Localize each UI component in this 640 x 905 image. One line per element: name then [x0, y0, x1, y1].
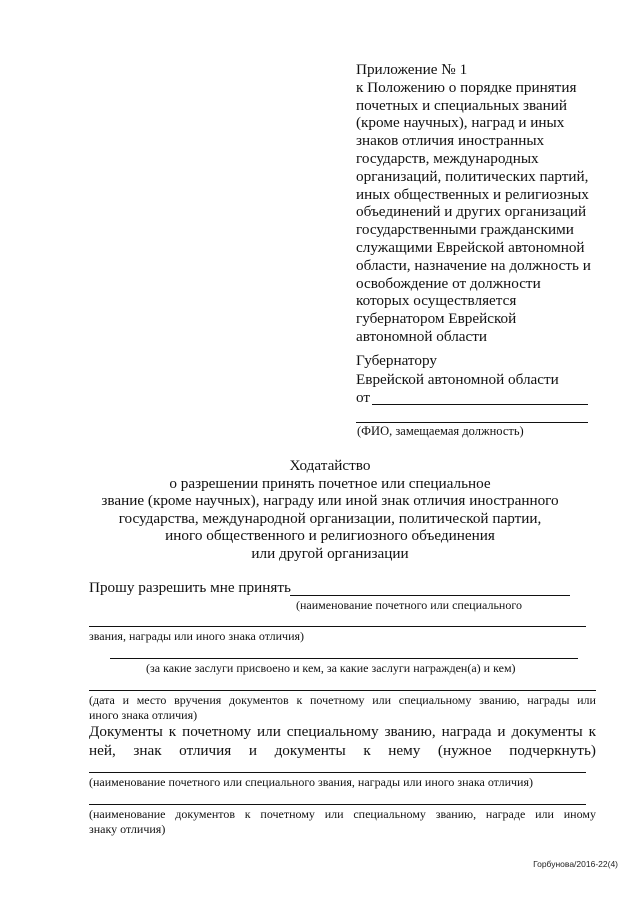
petition-subtitle-line: звание (кроме научных), награду или иной знак отличия иностранного [101, 492, 559, 510]
fio-caption: (ФИО, замещаемая должность) [357, 424, 524, 438]
appendix-line: области, назначение на должность и [356, 256, 591, 274]
appendix-line: знаков отличия иностранных [356, 132, 545, 150]
appendix-line: автономной области [356, 327, 488, 345]
award-full-name-field[interactable] [89, 772, 586, 773]
petition-subtitle-line: или другой организации [251, 544, 409, 562]
appendix-line: губернатором Еврейской [356, 310, 517, 328]
award-name-field[interactable] [290, 595, 570, 596]
date-place-caption [89, 693, 596, 723]
date-place-caption-line-2: иного знака отличия) [89, 708, 198, 722]
appendix-line: (кроме научных), наград и иных [356, 114, 565, 132]
documents-name-caption-line-1: (наименование документов к почетному или специальному званию, награде или иному [89, 807, 596, 821]
petition-subtitle-line: о разрешении принять почетное или специальное [169, 474, 491, 492]
documents-name-caption-line-2: знаку отличия) [89, 822, 166, 836]
merits-field[interactable] [110, 658, 578, 659]
merits-caption: (за какие заслуги присвоено и кем, за какие заслуги награжден(а) и кем) [146, 661, 516, 675]
appendix-line: иных общественных и религиозных [356, 185, 589, 203]
award-name-caption-2: звания, награды или иного знака отличия) [89, 629, 305, 643]
date-place-field[interactable] [89, 690, 596, 691]
appendix-line: организаций, политических партий, [356, 167, 589, 185]
appendix-line: государств, международных [356, 149, 539, 167]
appendix-line: почетных и специальных званий [356, 96, 568, 114]
documents-name-field[interactable] [89, 804, 586, 805]
appendix-line: объединений и других организаций [356, 203, 587, 221]
from-field-line-2[interactable] [356, 422, 588, 423]
request-label: Прошу разрешить мне принять [89, 579, 291, 596]
petition-heading [60, 457, 600, 563]
petition-title: Ходатайство [289, 457, 371, 474]
award-full-name-caption: (наименование почетного или специального звания, награды или иного знака отличия) [89, 775, 533, 789]
appendix-line: государственными гражданскими [356, 221, 574, 239]
from-label: от [356, 389, 371, 406]
award-name-field-2[interactable] [89, 626, 586, 627]
documents-name-caption [89, 807, 596, 837]
petition-subtitle-line: государства, международной организации, политической партии, [118, 509, 542, 527]
appendix-header [356, 61, 616, 346]
documents-line-1: Документы к почетному или специальному званию, награда и документы к [89, 723, 596, 740]
from-field[interactable] [372, 404, 588, 405]
addressee-line-1: Губернатору [356, 352, 437, 369]
footer-code: Горбунова/2016-22(4) [533, 859, 618, 869]
appendix-line: к Положению о порядке принятия [356, 78, 577, 96]
documents-line-2: ней, знак отличия и документы к нему (нужное подчеркнуть) [89, 742, 596, 759]
appendix-line: которых осуществляется [356, 292, 517, 310]
addressee-block [356, 352, 616, 408]
appendix-line: служащими Еврейской автономной [356, 238, 585, 256]
date-place-caption-line-1: (дата и место вручения документов к почетному или специальному званию, награды или [89, 693, 596, 707]
addressee-line-2: Еврейской автономной области [356, 370, 559, 388]
appendix-title: Приложение № 1 [356, 61, 468, 78]
petition-subtitle-line: иного общественного и религиозного объединения [165, 527, 495, 545]
documents-paragraph [89, 722, 596, 760]
appendix-line: освобождение от должности [356, 274, 541, 292]
award-name-caption: (наименование почетного или специального [296, 598, 522, 612]
